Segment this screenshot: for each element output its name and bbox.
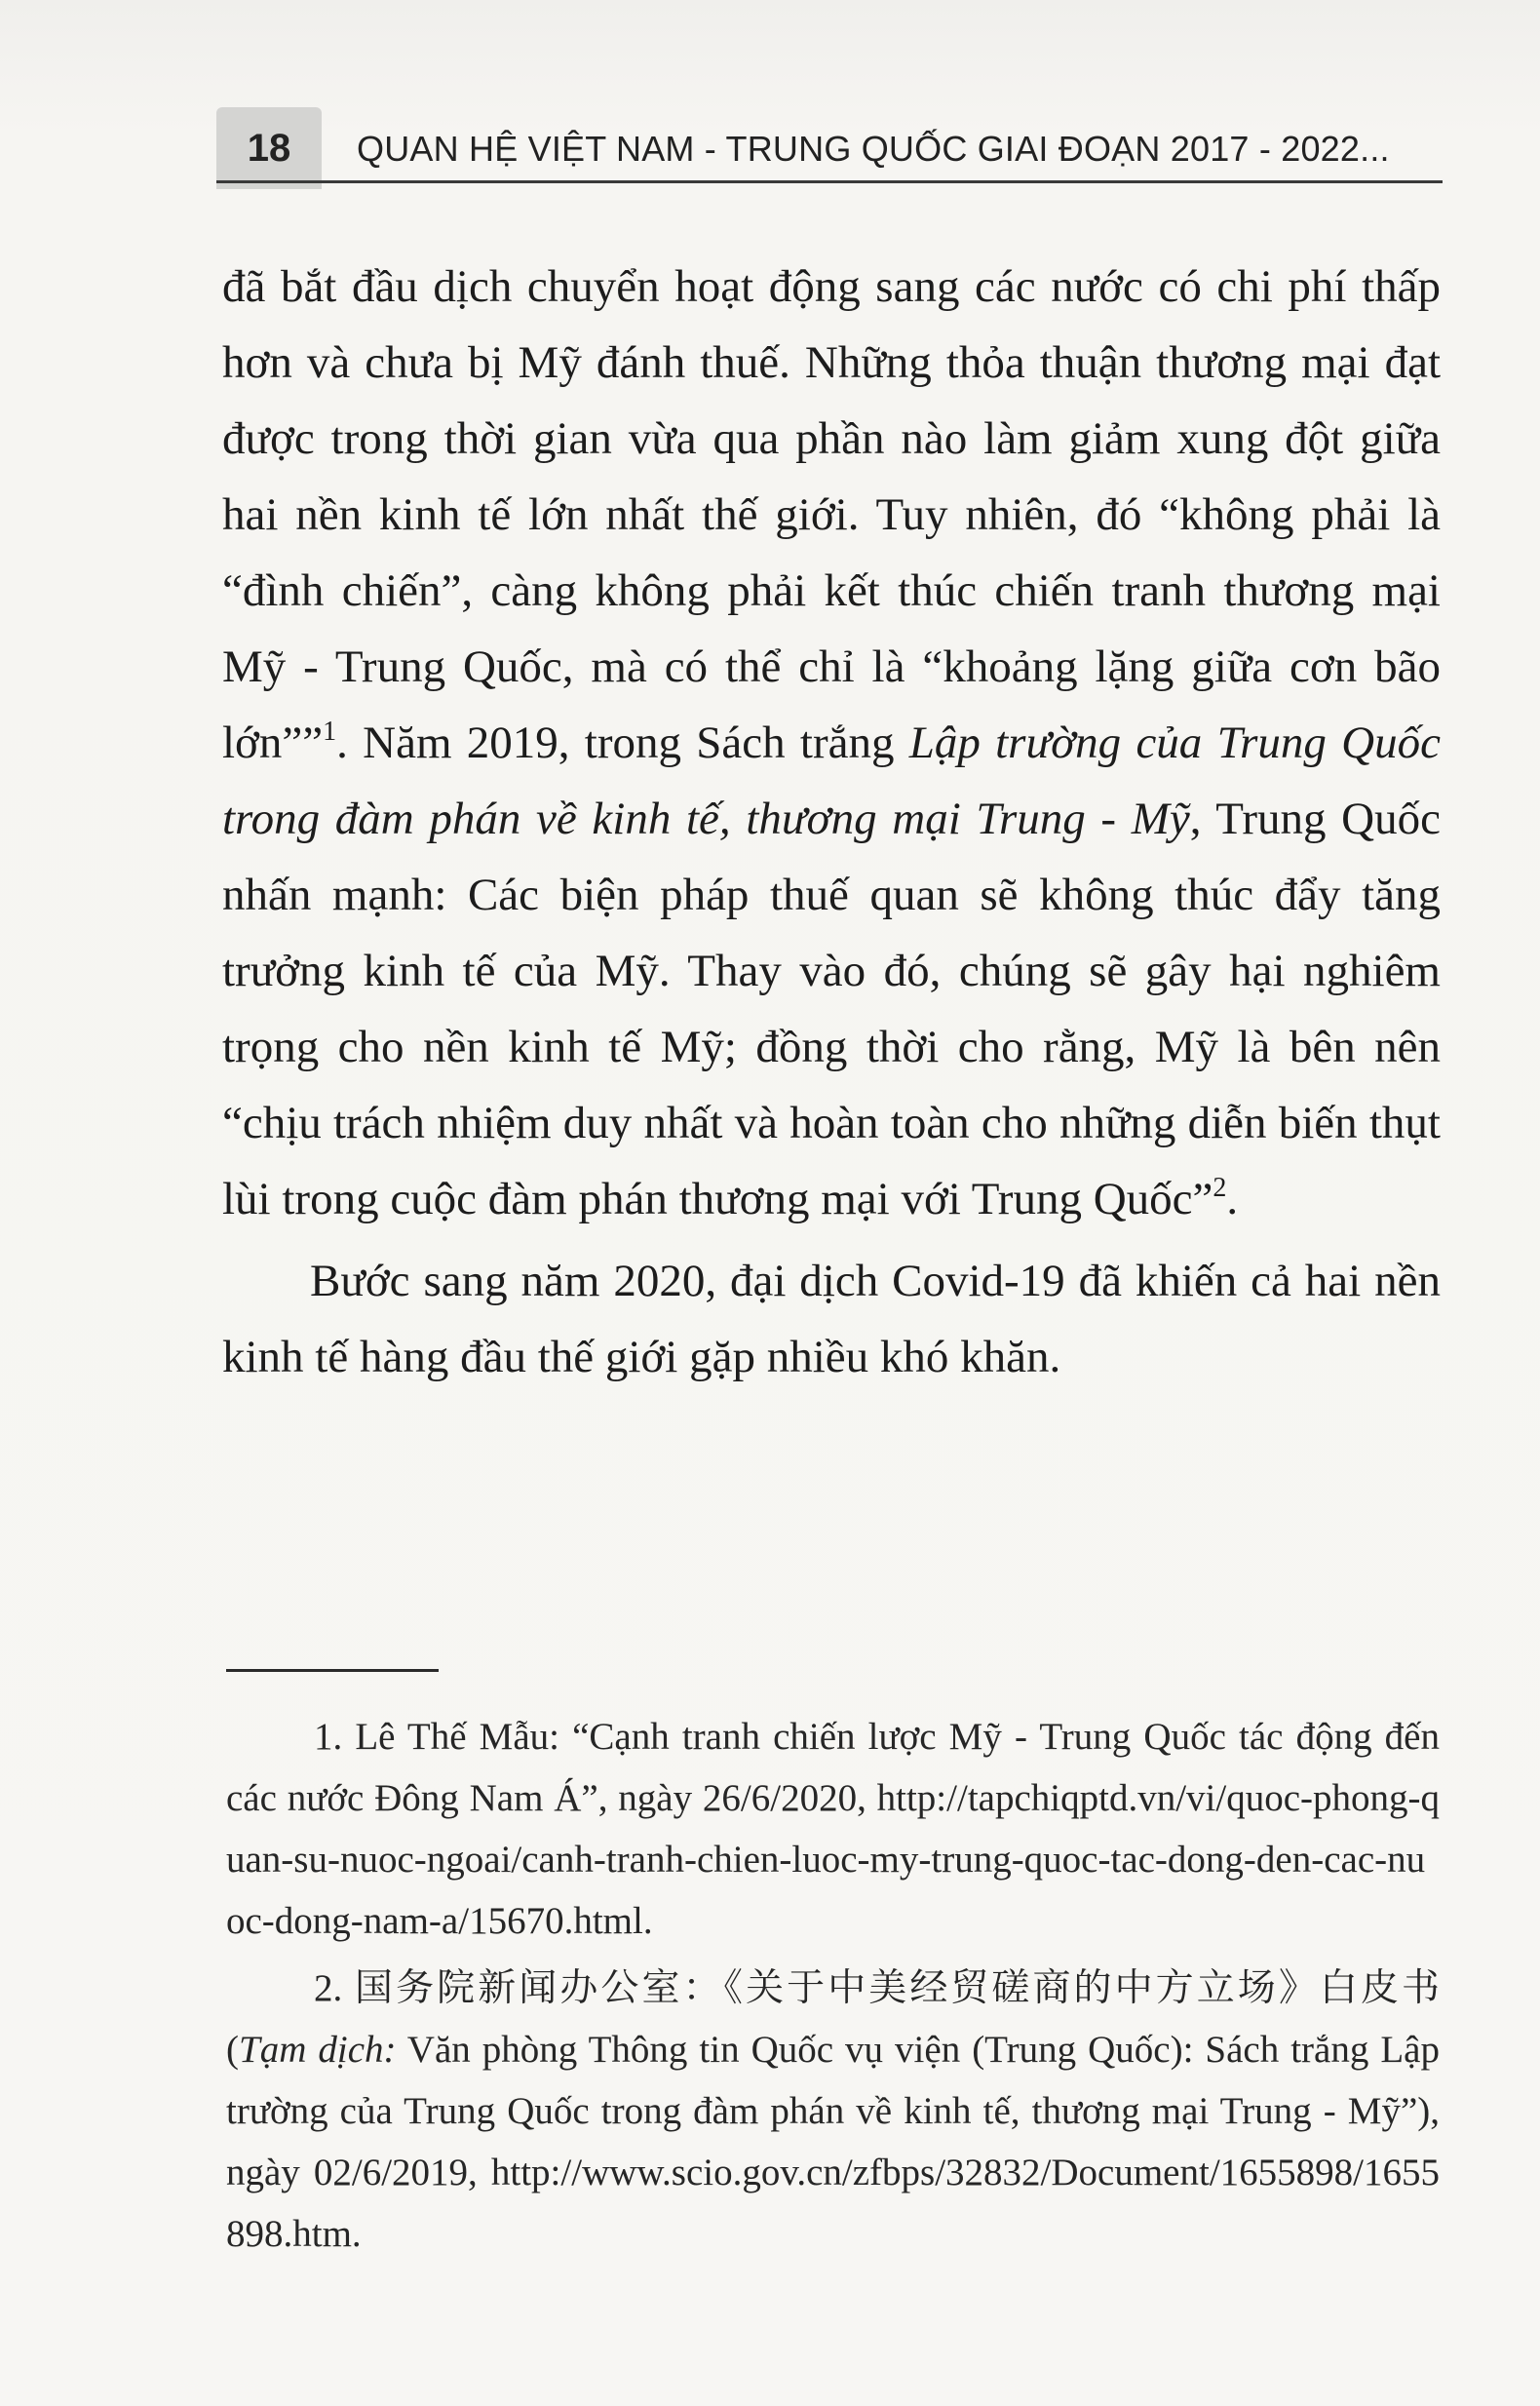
footnote-1: [226, 1706, 1440, 1952]
footnote-2-link[interactable]: http://www.scio.gov.cn/zfbps/32832/Document/1655898/1655898.htm: [226, 2152, 1440, 2255]
paragraph-1-part-c: , Trung Quốc nhấn mạnh: Các biện pháp thuế quan sẽ không thúc đẩy tăng trưởng kinh tế của Mỹ. Thay vào đó, chúng sẽ gây hại nghiêm trọng cho nền kinh tế Mỹ; đồng thời cho rằng, Mỹ là bên nên “chịu trách nhiệm duy nhất và hoàn toàn cho những diễn biến thụt lùi trong cuộc đàm phán thương mại với Trung Quốc”: [222, 794, 1441, 1224]
footnote-2: [226, 1958, 1440, 2265]
footnote-1-link[interactable]: http://tapchiqptd.vn/vi/quoc-phong-quan-su-nuoc-ngoai/canh-tranh-chien-luoc-my-trung-quoc-tac-dong-den-cac-nuoc-dong-nam-a/15670.html: [226, 1777, 1440, 1942]
page-header: [0, 105, 1540, 187]
running-title: QUAN HỆ VIỆT NAM - TRUNG QUỐC GIAI ĐOẠN 2017 - 2022...: [357, 129, 1390, 169]
footnote-ref-2: 2: [1213, 1173, 1227, 1203]
footnote-1-end: .: [642, 1900, 653, 1942]
body-text: [222, 249, 1441, 1395]
footnote-1-text: 1. Lê Thế Mẫu: “Cạnh tranh chiến lược Mỹ - Trung Quốc tác động đến các nước Đông Nam Á”, ngày 26/6/2020,: [226, 1716, 1440, 1819]
paragraph-1-part-a: đã bắt đầu dịch chuyển hoạt động sang các nước có chi phí thấp hơn và chưa bị Mỹ đánh thuế. Những thỏa thuận thương mại đạt được trong thời gian vừa qua phần nào làm giảm xung đột giữa hai nền kinh tế lớn nhất thế giới. Tuy nhiên, đó “không phải là “đình chiến”, càng không phải kết thúc chiến tranh thương mại Mỹ - Trung Quốc, mà có thể chỉ là “khoảng lặng giữa cơn bão lớn””: [222, 261, 1441, 768]
footnote-2-end: .: [351, 2213, 362, 2255]
page-number: 18: [216, 107, 322, 189]
footnote-2-text-a: 2. 国务院新闻办公室：《关于中美经贸磋商的中方立场》白皮书 (: [226, 1967, 1440, 2071]
header-rule: [216, 180, 1443, 183]
footnotes: [226, 1706, 1440, 2270]
footnote-2-italic: Tạm dịch:: [239, 2029, 397, 2071]
paragraph-1: [222, 249, 1441, 1237]
footnote-ref-1: 1: [323, 717, 337, 747]
white-paper-title: Lập trường của Trung Quốc trong đàm phán về kinh tế, thương mại Trung - Mỹ: [222, 718, 1441, 844]
paragraph-2: Bước sang năm 2020, đại dịch Covid-19 đã khiến cả hai nền kinh tế hàng đầu thế giới gặp nhiều khó khăn.: [222, 1256, 1441, 1382]
footnote-2-text-b: Văn phòng Thông tin Quốc vụ viện (Trung Quốc): Sách trắng Lập trường của Trung Quốc trong đàm phán về kinh tế, thương mại Trung - Mỹ”), ngày 02/6/2019,: [226, 2029, 1440, 2193]
paragraph-1-part-b: . Năm 2019, trong Sách trắng: [336, 718, 909, 768]
footnote-rule: [226, 1669, 439, 1672]
paragraph-1-part-d: .: [1226, 1174, 1239, 1224]
